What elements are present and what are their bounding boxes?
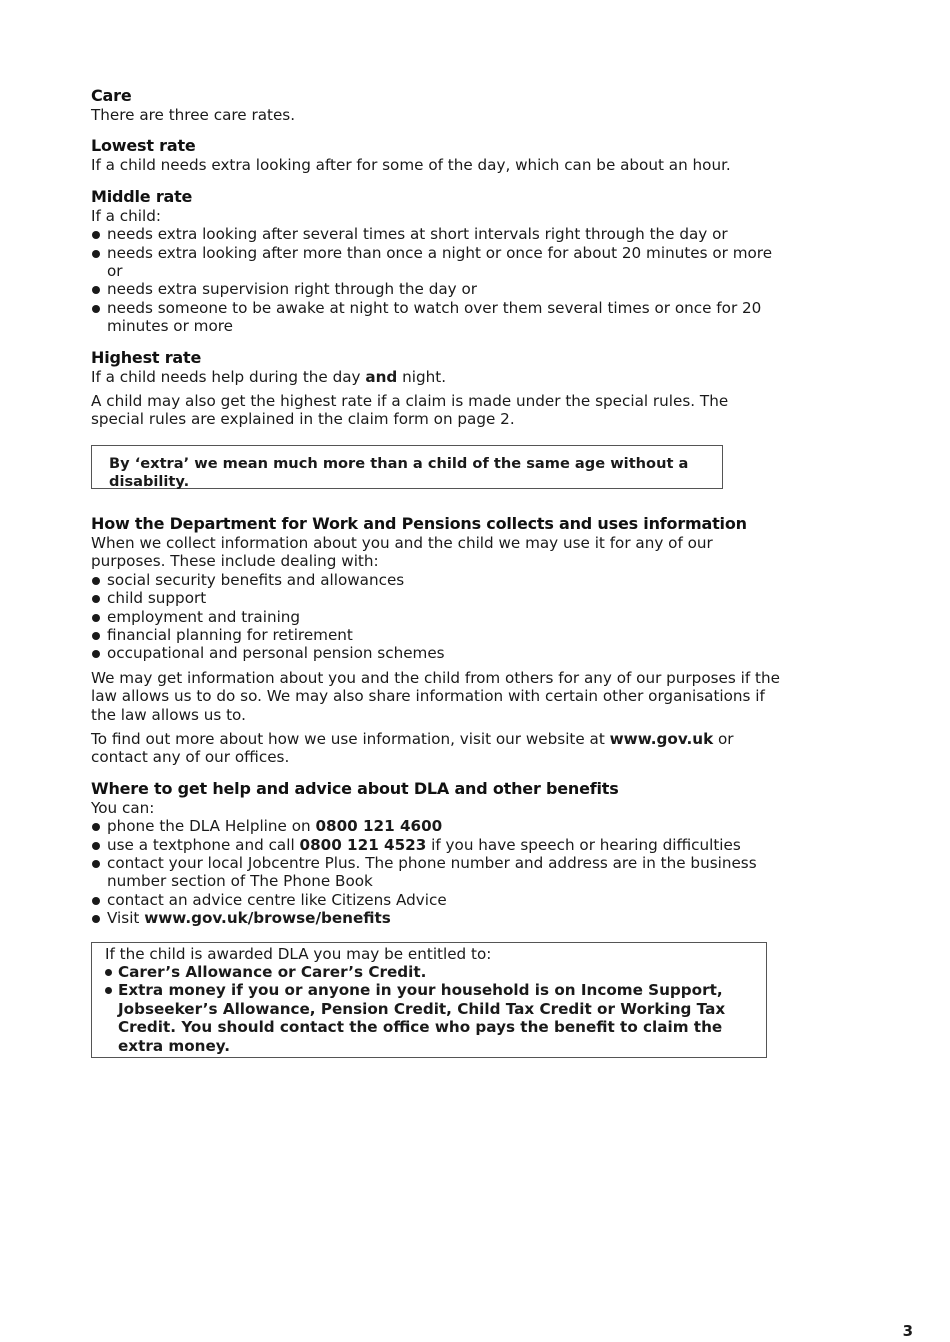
list-item: needs extra looking after more than once a night or once for about 20 minutes or more or: [91, 244, 781, 281]
dwp-purposes-list: [91, 571, 781, 663]
list-item: contact an advice centre like Citizens Advice: [91, 891, 781, 909]
page-number: 3: [902, 1322, 913, 1340]
benefits-link[interactable]: www.gov.uk/browse/benefits: [144, 909, 391, 928]
list-item: use a textphone and call 0800 121 4523 if you have speech or hearing difficulties: [91, 836, 781, 854]
dwp-share-text: We may get information about you and the child from others for any of our purposes if the law allows us to do so. We may also share information with certain other organisations if the law allows us to.: [91, 668, 780, 724]
help-intro: You can:: [91, 798, 155, 817]
document-page: [91, 86, 781, 1058]
care-heading: Care: [91, 86, 132, 105]
list-item: social security benefits and allowances: [91, 571, 781, 589]
list-item: child support: [91, 589, 781, 607]
list-item: needs extra supervision right through the day or: [91, 280, 781, 298]
dwp-intro: When we collect information about you and the child we may use it for any of our purposes. These include dealing with:: [91, 533, 713, 571]
list-item: Carer’s Allowance or Carer’s Credit.: [105, 963, 750, 981]
middle-rate-intro: If a child:: [91, 206, 161, 225]
lowest-rate-heading: Lowest rate: [91, 136, 196, 156]
dwp-heading: How the Department for Work and Pensions collects and uses information: [91, 513, 747, 533]
help-heading: Where to get help and advice about DLA and other benefits: [91, 778, 619, 798]
special-rules-text: A child may also get the highest rate if a claim is made under the special rules. The special rules are explained in the claim form on page 2.: [91, 392, 729, 429]
entitled-box: [91, 942, 767, 1058]
list-item: phone the DLA Helpline on 0800 121 4600: [91, 817, 781, 835]
care-intro: There are three care rates.: [91, 106, 296, 124]
entitled-intro: If the child is awarded DLA you may be entitled to:: [105, 944, 492, 963]
middle-rate-heading: Middle rate: [91, 186, 193, 206]
entitled-list: [105, 963, 750, 1055]
help-list: [91, 817, 781, 927]
list-item: Visit www.gov.uk/browse/benefits: [91, 909, 781, 927]
middle-rate-list: [91, 225, 781, 335]
list-item: employment and training: [91, 608, 781, 626]
lowest-rate-text: If a child needs extra looking after for some of the day, which can be about an hour.: [91, 156, 731, 175]
extra-definition-box: By ‘extra’ we mean much more than a child of the same age without a disability.: [91, 445, 723, 489]
highest-rate-heading: Highest rate: [91, 347, 202, 367]
list-item: occupational and personal pension schemes: [91, 644, 781, 662]
list-item: contact your local Jobcentre Plus. The phone number and address are in the business number section of The Phone Book: [91, 854, 781, 891]
helpline-number: 0800 121 4600: [315, 817, 443, 836]
dwp-find-out-text: To find out more about how we use information, visit our website at www.gov.uk or contact any of our offices.: [91, 729, 734, 767]
list-item: needs someone to be awake at night to watch over them several times or once for 20 minutes or more: [91, 299, 781, 336]
textphone-number: 0800 121 4523: [299, 835, 427, 854]
gov-uk-link[interactable]: www.gov.uk: [609, 729, 714, 748]
highest-rate-text: If a child needs help during the day and night.: [91, 367, 447, 386]
list-item: financial planning for retirement: [91, 626, 781, 644]
list-item: needs extra looking after several times at short intervals right through the day or: [91, 225, 781, 243]
list-item: Extra money if you or anyone in your household is on Income Support, Jobseeker’s Allowance, Pension Credit, Child Tax Credit or Working Tax Credit. You should contact the office who pays the benefit to claim the extra money.: [105, 981, 750, 1055]
